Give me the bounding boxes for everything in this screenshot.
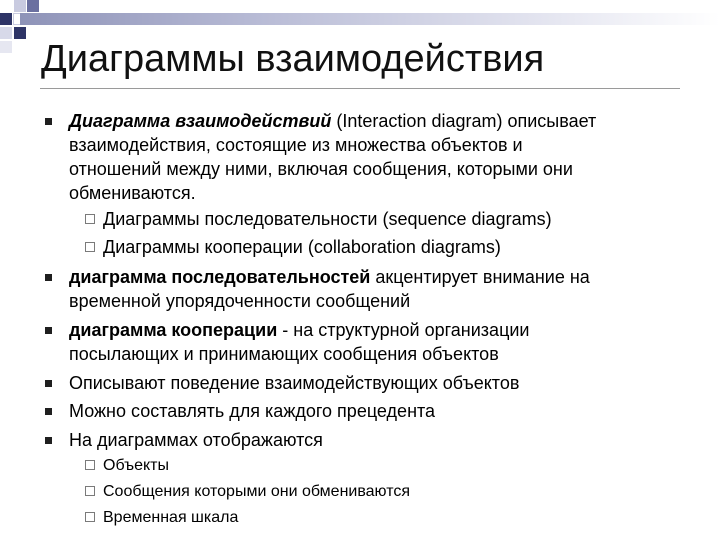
line-text: Описывают поведение взаимодействующих объектов: [69, 373, 520, 393]
sub-bullet-box-icon: [85, 486, 95, 496]
line-text: взаимодействия, состоящие из множества объектов и: [69, 135, 523, 155]
bold-term: диаграмма последовательностей: [69, 267, 371, 287]
bullet-text-line: [69, 266, 590, 288]
line-text: отношений между ними, включая сообщения, которыми они: [69, 159, 573, 179]
bold-term: Диаграмма взаимодействий: [69, 111, 332, 131]
sub-bullet-text: Диаграммы последовательности (sequence diagrams): [103, 209, 552, 229]
sub-bullet-box-icon: [85, 512, 95, 522]
bullet-text-line: [69, 158, 573, 180]
bullet-marker: [45, 274, 52, 281]
sub-bullet-box-icon: [85, 214, 95, 224]
line-text: обмениваются.: [69, 183, 196, 203]
bullet-text-line: [69, 134, 523, 156]
bullet-marker: [45, 408, 52, 415]
bullet-marker: [45, 380, 52, 387]
bullet-marker: [45, 118, 52, 125]
bullet-text-line: [69, 429, 323, 451]
sub-bullet-text: Объекты: [103, 457, 169, 474]
bullet-text-line: [69, 372, 519, 394]
sub-bullet-text: Диаграммы кооперации (collaboration diagrams): [103, 237, 501, 257]
sub-bullet-text: Временная шкала: [103, 509, 239, 526]
bullet-marker: [45, 437, 52, 444]
bullet-text-line: [69, 110, 596, 132]
slide-title: Диаграммы взаимодействия: [41, 38, 545, 80]
bullet-text-line: [69, 400, 435, 422]
line-text: (Interaction diagram) описывает: [331, 111, 597, 131]
bullet-marker: [45, 327, 52, 334]
sub-bullet-text: Сообщения которыми они обмениваются: [103, 483, 411, 500]
line-text: временной упорядоченности сообщений: [69, 291, 411, 311]
bold-term: диаграмма кооперации: [69, 320, 278, 340]
bullet-text-line: [69, 182, 196, 204]
line-text: Можно составлять для каждого прецедента: [69, 401, 436, 421]
bullet-text-line: [69, 343, 499, 365]
line-text: посылающих и принимающих сообщения объектов: [69, 344, 499, 364]
line-text: На диаграммах отображаются: [69, 430, 323, 450]
bullet-text-line: [69, 290, 410, 312]
sub-bullet-box-icon: [85, 242, 95, 252]
bullet-text-line: [69, 319, 530, 341]
line-text: - на структурной организации: [277, 320, 530, 340]
sub-bullet-box-icon: [85, 460, 95, 470]
line-text: акцентирует внимание на: [370, 267, 590, 287]
